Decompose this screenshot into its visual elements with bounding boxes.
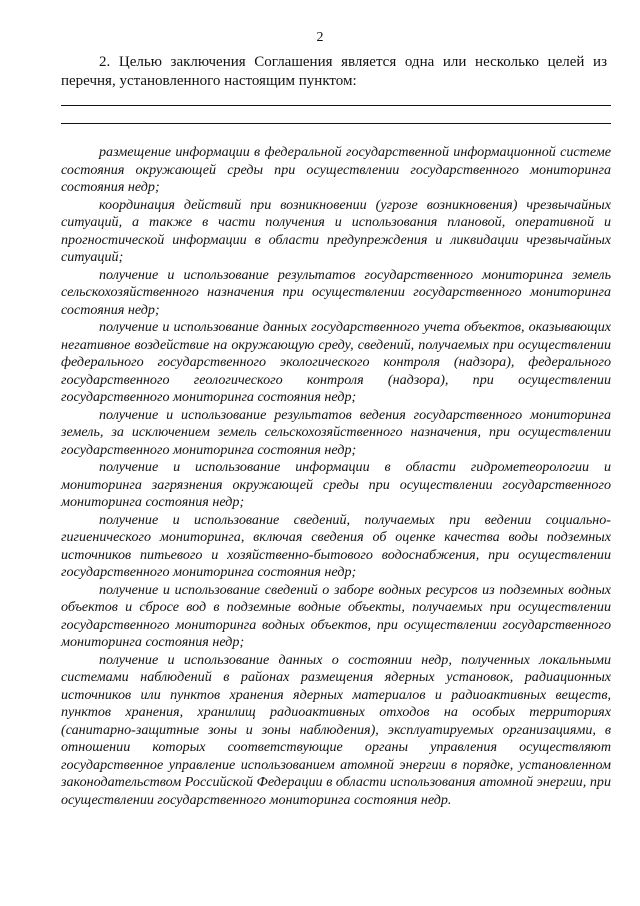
options-list: [61, 144, 611, 809]
option-item: получение и использование данных государственного учета объектов, оказывающих негативное воздействие на окружающую среду, сведений, получаемых при осуществлении федерального государственного экологического контроля (надзора), федерального государственного геологического контроля (надзора), при осуществлении государственного мониторинга состояния недр;: [61, 319, 611, 405]
fill-in-line: [61, 105, 611, 106]
option-item: получение и использование сведений о заборе водных ресурсов из подземных водных объектов и сбросе вод в подземные водные объекты, получаемых при осуществлении государственного мониторинга водных объектов, при осуществлении государственного мониторинга состояния недр;: [61, 581, 611, 650]
intro-text: 2. Целью заключения Соглашения является одна или несколько целей из перечня, установленного настоящим пунктом:: [61, 54, 607, 89]
option-item: получение и использование данных о состоянии недр, полученных локальными системами наблюдений в районах размещения ядерных установок, радиационных источников или пунктов хранения ядерных материалов и радиоактивных веществ, пунктов хранения, хранилищ радиоактивных отходов на особых территориях (санитарно-защитные зоны и зоны наблюдения), эксплуатируемых организациями, в отношении которых соответствующие органы управления осуществляют государственное управление использованием атомной энергии в порядке, установленном законодательством Российской Федерации в области использования атомной энергии, при осуществлении государственного мониторинга состояния недр.: [61, 651, 611, 808]
option-item: размещение информации в федеральной государственной информационной системе состояния окружающей среды при осуществлении государственного мониторинга состояния недр;: [61, 144, 611, 195]
intro-paragraph: [61, 53, 611, 91]
option-item: координация действий при возникновении (угрозе возникновения) чрезвычайных ситуаций, а также в части получения и использования плановой, оперативной и прогностической информации в области предупреждения и ликвидации чрезвычайных ситуаций;: [61, 196, 611, 265]
fill-in-line: [61, 123, 611, 124]
page-number: 2: [316, 30, 324, 45]
option-item: получение и использование результатов ведения государственного мониторинга земель, за исключением земель сельскохозяйственного назначения, при осуществлении государственного мониторинга состояния недр;: [61, 406, 611, 458]
option-item: получение и использование сведений, получаемых при ведении социально-гигиенического мониторинга, включая сведения об оценке качества воды подземных источников питьевого и хозяйственно-бытового водоснабжения, при осуществлении государственного мониторинга состояния недр;: [61, 511, 611, 580]
option-item: получение и использование информации в области гидрометеорологии и мониторинга загрязнения окружающей среды при осуществлении государственного мониторинга состояния недр;: [61, 459, 611, 510]
option-item: получение и использование результатов государственного мониторинга земель сельскохозяйственного назначения при осуществлении государственного мониторинга состояния недр;: [61, 266, 611, 318]
